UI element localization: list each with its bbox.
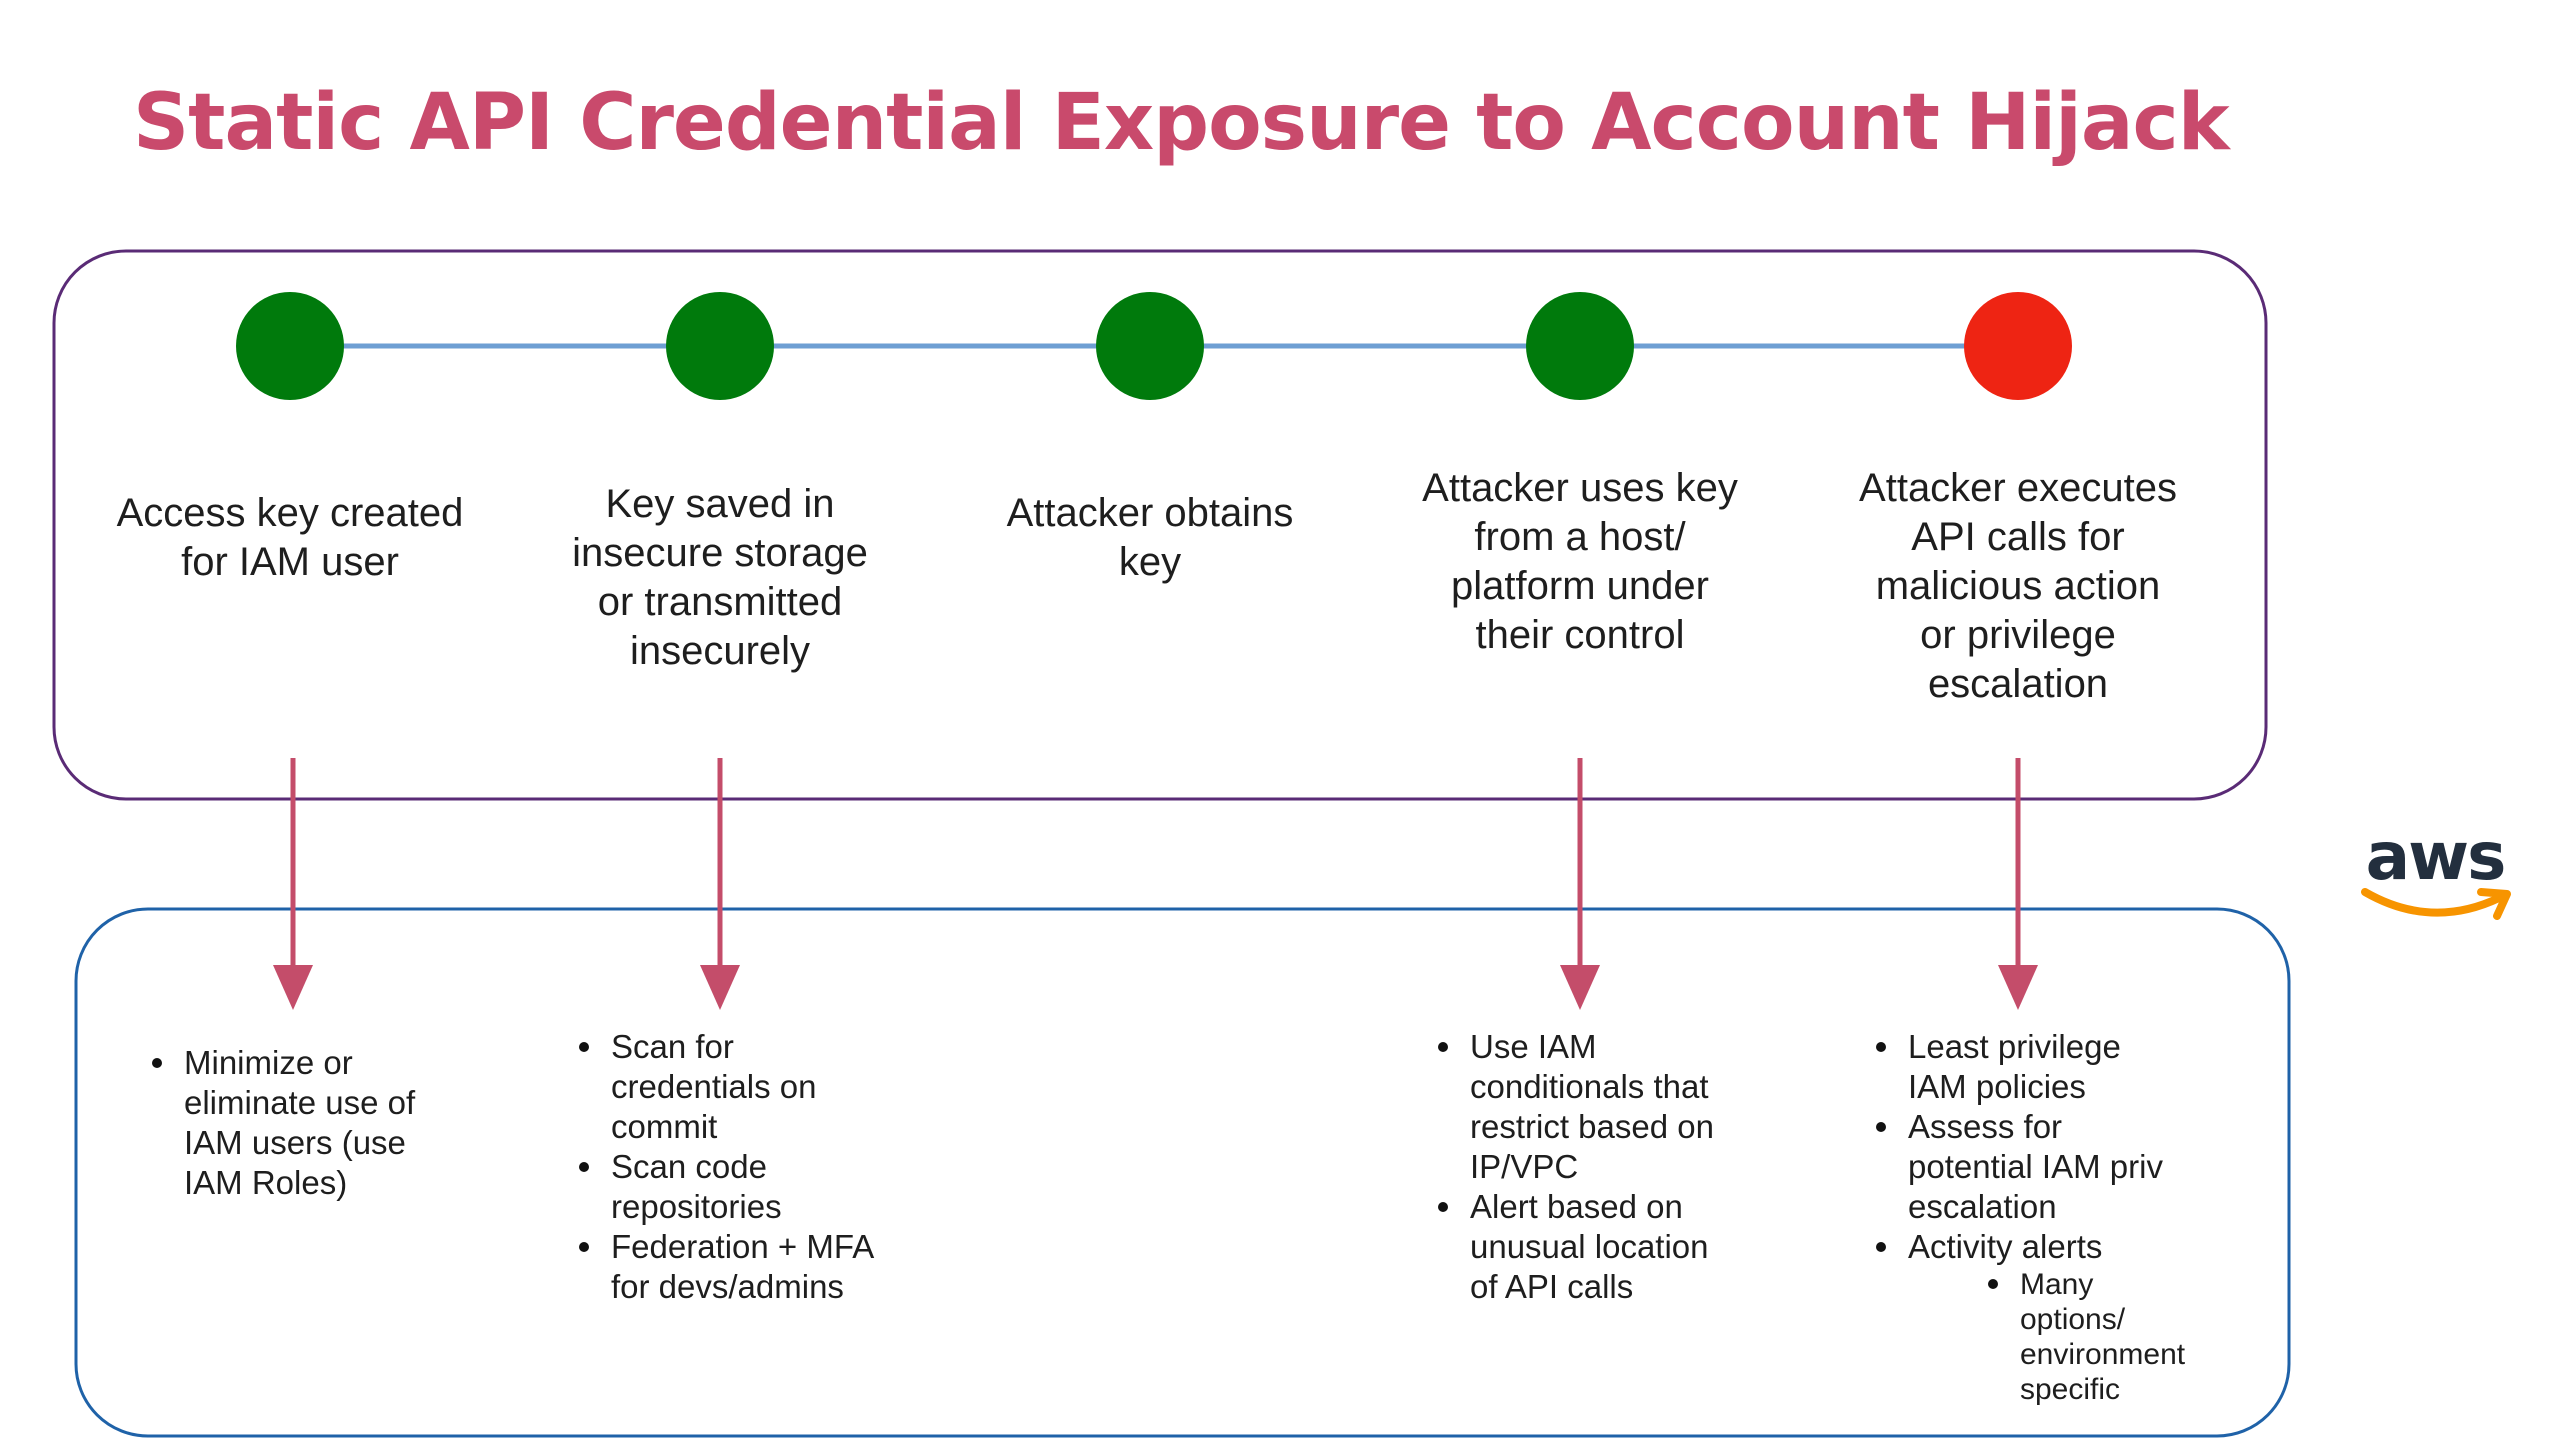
mitigations-stage-2 — [579, 1027, 899, 1307]
mitigation-item: Federation + MFA for devs/admins — [579, 1227, 899, 1307]
stage-1-label: Access key created for IAM user — [116, 491, 464, 584]
stage-3-dot — [1096, 292, 1204, 400]
stage-1-dot — [236, 292, 344, 400]
stage-5-dot — [1964, 292, 2072, 400]
mitigation-item: Minimize or eliminate use of IAM users (use IAM Roles) — [152, 1043, 452, 1203]
mitigation-sublist — [1908, 1267, 2186, 1407]
mitigation-item: Alert based on unusual location of API calls — [1438, 1187, 1728, 1307]
mitigation-item: Scan for credentials on commit — [579, 1027, 899, 1147]
aws-logo-text: aws — [2365, 818, 2505, 895]
stage-2-dot — [666, 292, 774, 400]
stage-4-dot — [1526, 292, 1634, 400]
mitigation-item: Assess for potential IAM priv escalation — [1876, 1107, 2166, 1227]
mitigation-item — [1876, 1227, 2186, 1407]
stage-2-label: Key saved in insecure storage or transmitted insecurely — [572, 482, 868, 673]
mitigation-item: Least privilege IAM policies — [1876, 1027, 2166, 1107]
mitigation-subitem: Many options/ environment specific — [1988, 1267, 2170, 1407]
stage-4-label: Attacker uses key from a host/ platform under their control — [1422, 466, 1738, 657]
stage-5-label: Attacker executes API calls for malicious action or privilege escalation — [1859, 466, 2177, 706]
page-title: Static API Credential Exposure to Account Hijack — [133, 78, 2229, 168]
mitigation-item-label: Activity alerts — [1908, 1228, 2103, 1265]
mitigations-stage-5 — [1876, 1027, 2186, 1407]
mitigation-item: Use IAM conditionals that restrict based on IP/VPC — [1438, 1027, 1728, 1187]
mitigation-item: Scan code repositories — [579, 1147, 899, 1227]
stage-3-label: Attacker obtains key — [1006, 491, 1294, 584]
mitigations-stage-4 — [1438, 1027, 1728, 1307]
mitigations-stage-1 — [152, 1043, 452, 1203]
aws-smile-arrow-icon — [2361, 884, 2511, 928]
aws-logo — [2355, 818, 2515, 932]
